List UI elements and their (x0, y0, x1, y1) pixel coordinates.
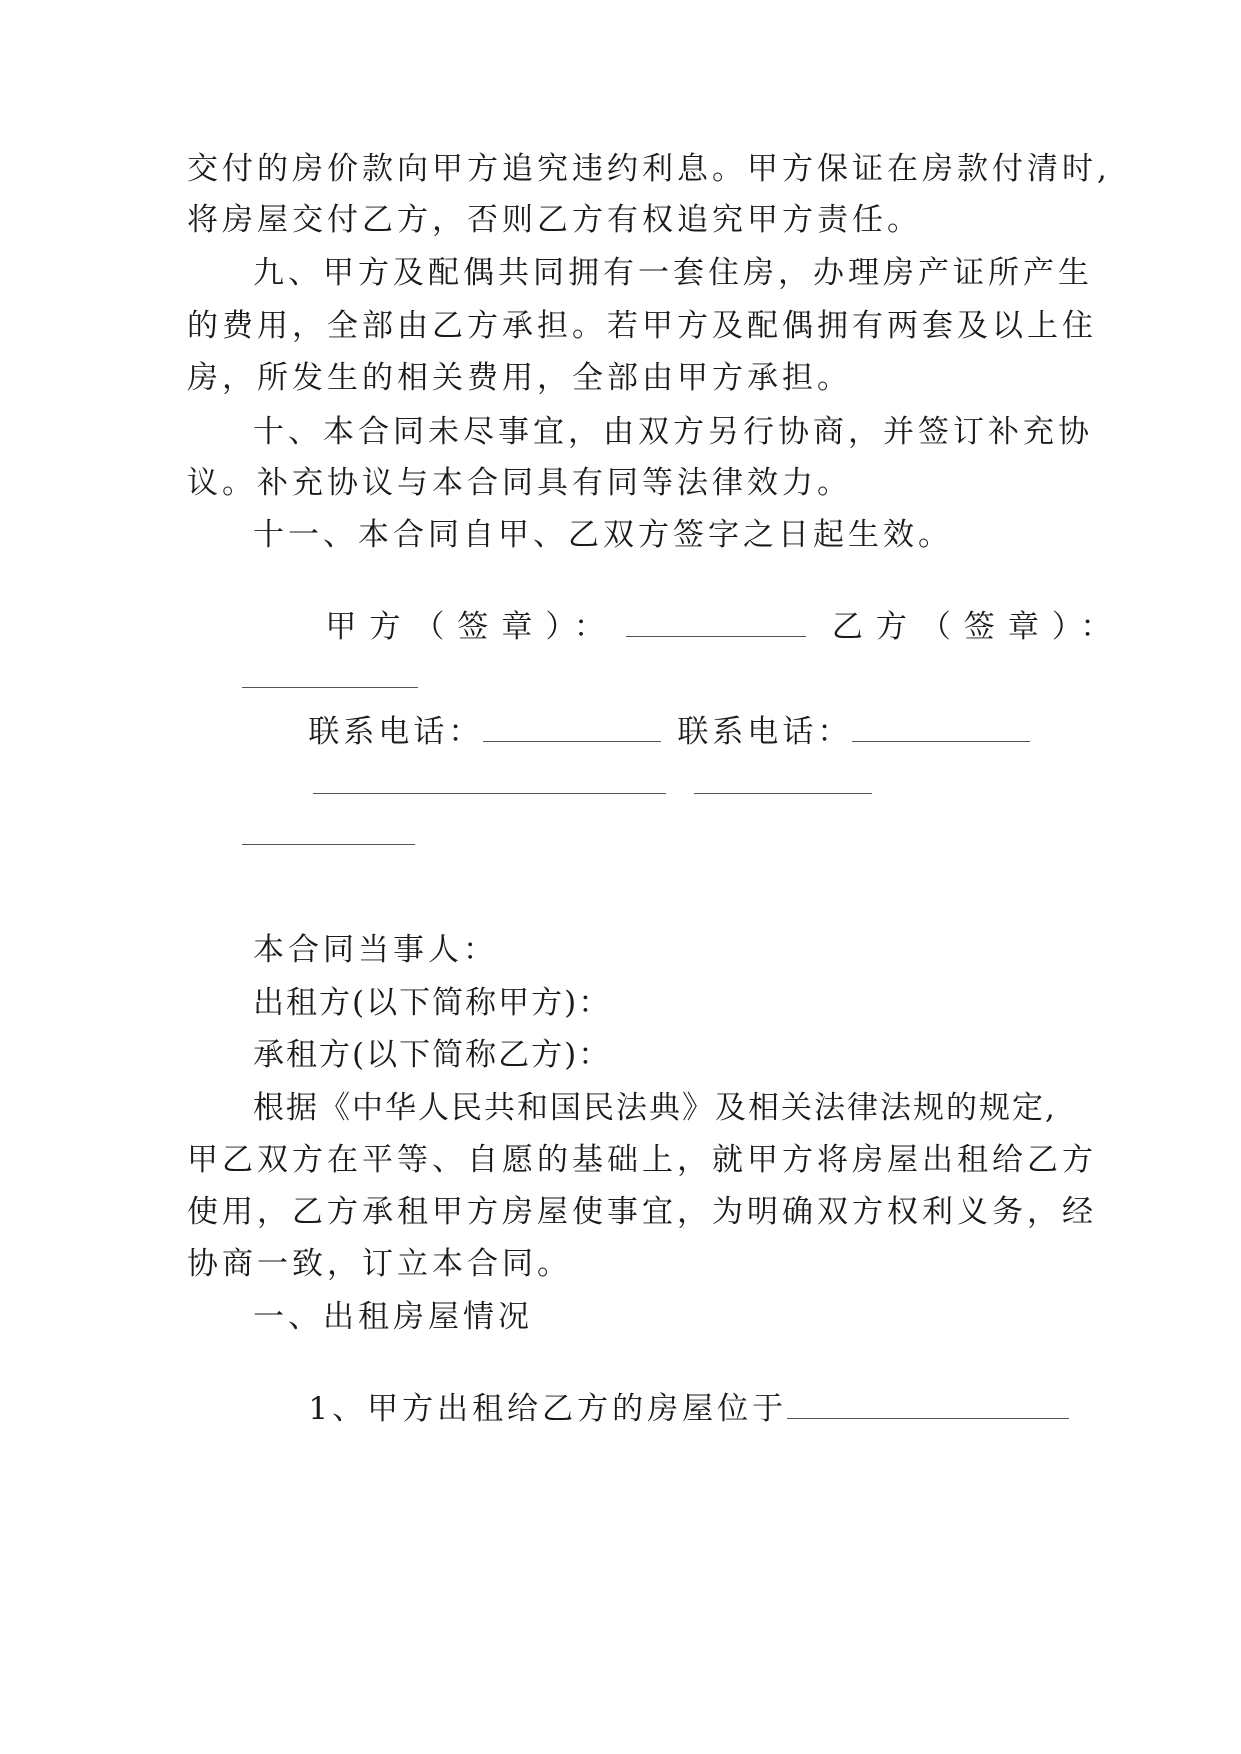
date-row (258, 724, 872, 764)
clause-10-line: 十、本合同未尽事宜，由双方另行协商，并签订补充协 (253, 414, 1093, 450)
party-a-day-blank[interactable] (624, 773, 666, 794)
clause-11-line: 十一、本合同自甲、乙双方签字之日起生效。 (253, 517, 953, 553)
party-b-signature-label: 乙方（签章）： (831, 609, 1125, 645)
paragraph-line: 的费用，全部由乙方承担。若甲方及配偶拥有两套及以上住 (187, 308, 1097, 344)
party-a-month-blank[interactable] (491, 773, 624, 794)
party-a-phone-label: 联系电话： (308, 714, 484, 750)
paragraph-line: 协商一致，订立本合同。 (187, 1246, 572, 1282)
paragraph-line: 将房屋交付乙方，否则乙方有权追究甲方责任。 (187, 202, 922, 238)
preamble-line: 根据《中华人民共和国民法典》及相关法律法规的规定, (253, 1090, 1057, 1126)
property-location-label: 1、甲方出租给乙方的房屋位于 (308, 1391, 788, 1427)
paragraph-line: 交付的房价款向甲方追究违约利息。甲方保证在房款付清时, (187, 151, 1111, 187)
date-continuation (187, 775, 415, 815)
lessee-line: 承租方(以下简称乙方)： (253, 1037, 612, 1073)
paragraph-line: 甲乙双方在平等、自愿的基础上，就甲方将房屋出租给乙方 (187, 1142, 1097, 1178)
lessor-line: 出租方(以下简称甲方)： (253, 985, 612, 1021)
phone-row (253, 672, 1030, 750)
paragraph-line: 议。补充协议与本合同具有同等法律效力。 (187, 465, 852, 501)
signature-continuation (187, 618, 418, 658)
clause-9-line: 九、甲方及配偶共同拥有一套住房，办理房产证所产生 (253, 255, 1093, 291)
signature-row (270, 567, 1125, 645)
party-a-signature-blank[interactable] (626, 616, 806, 637)
parties-heading: 本合同当事人： (253, 932, 498, 968)
party-a-signature-label: 甲方（签章）： (325, 609, 618, 645)
property-location-row (253, 1349, 1069, 1427)
party-b-year-blank[interactable] (694, 773, 872, 794)
section-heading: 一、出租房屋情况 (253, 1299, 533, 1335)
property-location-blank[interactable] (787, 1398, 1069, 1419)
paragraph-line: 房，所发生的相关费用，全部由甲方承担。 (187, 360, 852, 396)
party-b-day-blank[interactable] (373, 824, 415, 845)
party-b-phone-blank[interactable] (852, 721, 1030, 742)
party-b-phone-label: 联系电话： (677, 714, 853, 750)
party-b-month-blank[interactable] (242, 824, 373, 845)
paragraph-line: 使用，乙方承租甲方房屋使事宜，为明确双方权利义务，经 (187, 1194, 1097, 1230)
